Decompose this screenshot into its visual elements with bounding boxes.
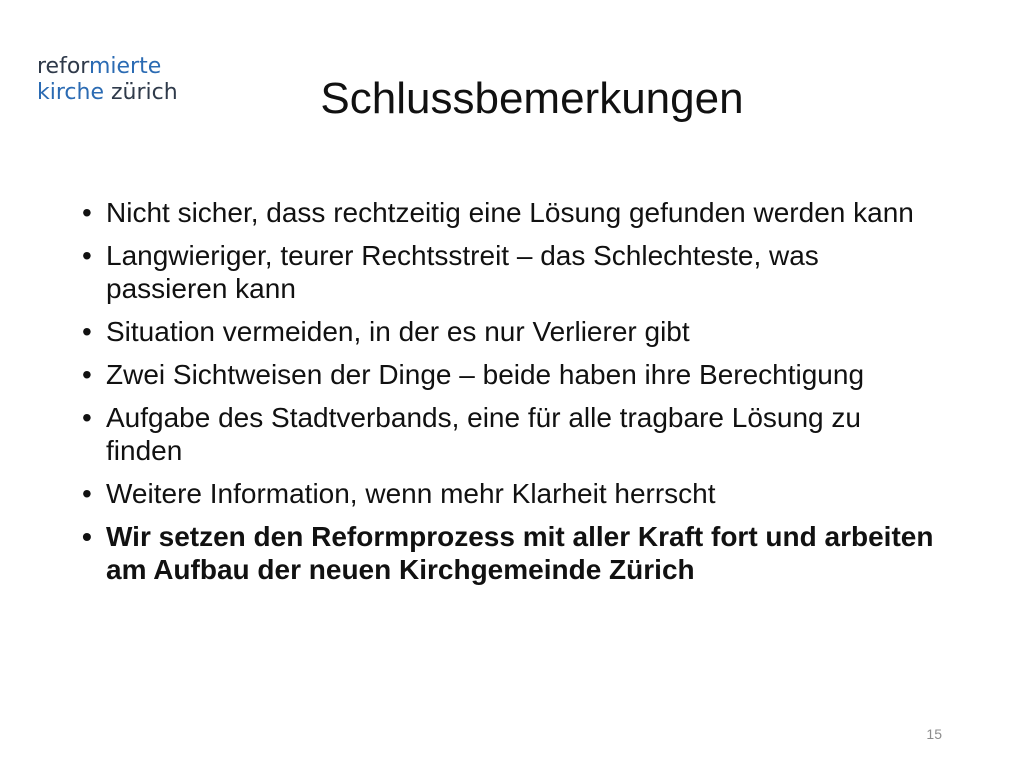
bullet-item [80,239,940,305]
logo-text-mierte: mierte [88,54,162,79]
bullet-icon: • [82,359,92,390]
logo-text-refor: refor [37,54,89,79]
bullet-text: Situation vermeiden, in der es nur Verlierer gibt [106,316,690,347]
logo-text-zuerich: zürich [104,80,178,105]
bullet-text: Aufgabe des Stadtverbands, eine für alle tragbare Lösung zu finden [106,402,861,466]
bullet-list [80,196,940,596]
bullet-icon: • [82,402,92,433]
page-number: 15 [926,726,942,742]
bullet-text: Weitere Information, wenn mehr Klarheit herrscht [106,478,716,509]
slide-title: Schlussbemerkungen [320,74,744,123]
bullet-icon: • [82,521,92,552]
bullet-item [80,196,940,229]
bullet-icon: • [82,240,92,271]
bullet-icon: • [82,197,92,228]
bullet-icon: • [82,478,92,509]
bullet-text: Zwei Sichtweisen der Dinge – beide haben ihre Berechtigung [106,359,865,390]
bullet-icon: • [82,316,92,347]
bullet-item [80,401,940,467]
bullet-text: Nicht sicher, dass rechtzeitig eine Lösung gefunden werden kann [106,197,914,228]
bullet-text: Langwieriger, teurer Rechtsstreit – das Schlechteste, was passieren kann [106,240,819,304]
bullet-item [80,358,940,391]
bullet-item-emphasis [80,520,940,586]
bullet-item [80,477,940,510]
bullet-text: Wir setzen den Reformprozess mit aller Kraft fort und arbeiten am Aufbau der neuen Kirchgemeinde Zürich [106,521,934,585]
logo-text-kirche: kirche [37,80,104,105]
bullet-item [80,315,940,348]
